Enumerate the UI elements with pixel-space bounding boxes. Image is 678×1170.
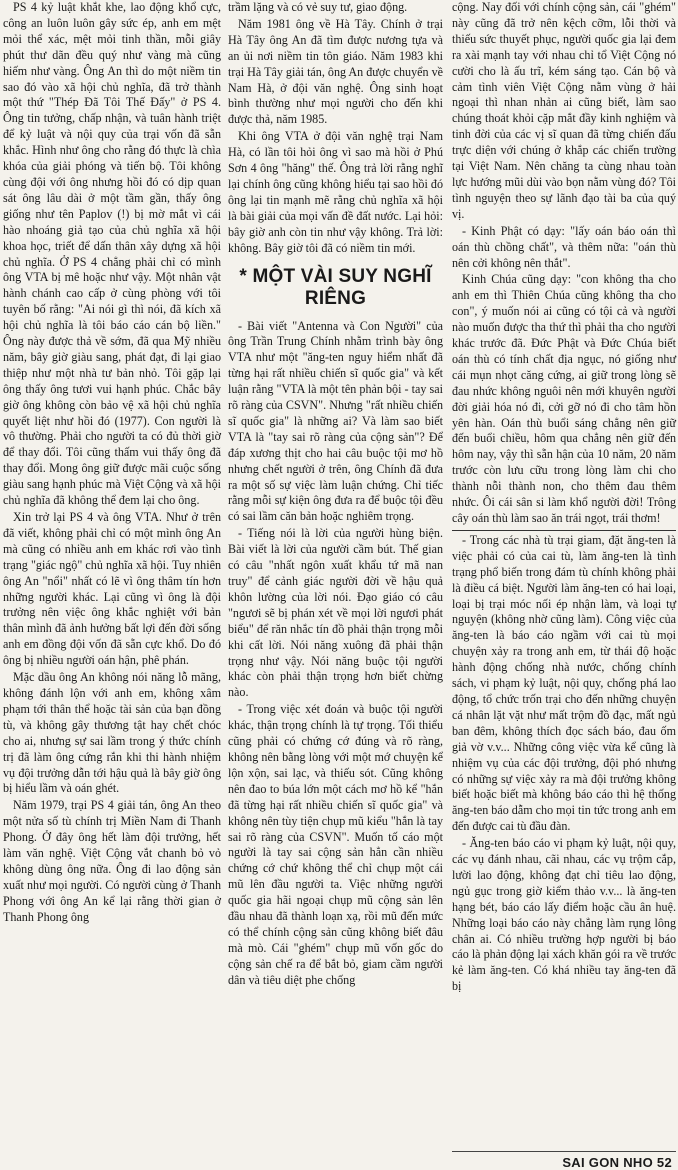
article-column-2 [228, 0, 443, 989]
paragraph: cộng. Nay đối với chính cộng sản, cái "ghém" này cũng đã trở nên kệch cỡm, lỗi thời và thiếu sức thuyết phục, người quốc gia lại đem ra xài mạnh tay với nhau chỉ tổ Việt Cộng nó cười cho là ấu trĩ, kém sáng tạo. Cán bộ và cảm tình viên Việt Cộng nằm vùng ở hải ngoại thì nhan nhản ai cũng biết, làm sao chúng thoát khỏi cặp mắt đầy kinh nghiệm và tinh đời của các vị sĩ quan đã từng chiến đấu trực diện với chúng ở khắp các chiến trường tại Việt Nam. Nên chăng ta cùng nhau toàn lực hướng mũi dùi vào bọn nằm vùng đó? Tôi tình nguyện theo sự lãnh đạo tài ba của quý vị. [452, 0, 676, 221]
paragraph: Mặc dầu ông An không nói năng lỗ mãng, không đánh lộn với anh em, không xâm phạm tới thân thể hoặc tài sản của bạn đồng tù, và không gây thương tật hay chết chóc cho ai, nhưng sự sai lầm trong ý thức chính trị đã làm ông cứng rắn khi thi hành nhiệm vụ đội trưởng dẫn tới hậu quả là bây giờ ông bị hiểu lầm và oán ghét. [3, 670, 221, 796]
article-column-1 [3, 0, 221, 926]
paragraph: - Tiếng nói là lời của người hùng biện. Bài viết là lời của người cầm bút. Thế gian có câu "nhất ngôn xuất khẩu tứ mã nan truy" để cảnh giác người đời về hậu quả khôn lường của lời nói. Đạo giáo có câu "ngươi sẽ bị phán xét về mọi lời ngươi phát biểu" để răn nhắc tín đồ phải thận trọng mỗi khi cất lời. Nói năng xuông đã phải thận trọng như vậy. Nói năng buộc tội người khác còn phải thận trọng hơn biết chừng nào. [228, 526, 443, 700]
paragraph: - Trong các nhà tù trại giam, đặt ăng-ten là việc phải có của cai tù, làm ăng-ten là tình trạng phổ biến trong đám tù chính không phải là điều cá biệt. Người làm ăng-ten có hai loại, loại bị trại móc nối ép nhận làm, và loại tự nguyện (không nhờ cũng làm). Công việc của ăng-ten là báo cáo ngầm với cai tù mọi chuyện xảy ra trong anh em, từ thái độ hoặc hành động chống nhà nước, chống chính sách, vi phạm kỷ luật, nội quy, chống phá lao động, tổ chức trốn trại cho đến những chuyện cá nhân lặt vặt như mất trộm đồ đạc, mất ngủ ban đêm, không thích đọc sách báo, đau ốm giả vờ v.v... Những công việc vừa kể cũng là nhiệm vụ của các đội trưởng, đội phó nhưng có những sự việc xảy ra mà đội trưởng không biết hoặc biết mà không báo cáo thì hệ thống ăng-ten báo dẫm cho mọi tin tức trong anh em đến được cai tù đầu đàn. [452, 532, 676, 834]
paragraph: Khi ông VTA ở đội văn nghệ trại Nam Hà, có lần tôi hỏi ông vì sao mà hồi ở Phú Sơn 4 ông "hăng" thế. Ông trả lời rằng nghĩ lại chính ông cũng không hiểu tại sao hồi đó ông lại tin mạnh mẽ rằng chủ nghĩa xã hội là bài giải của mọi vấn đề đất nước. Lại hỏi: bây giờ anh còn tin như vậy không. Trả lời: không. Bây giờ tôi đã có niềm tin mới. [228, 129, 443, 255]
paragraph: - Kinh Phật có dạy: "lấy oán báo oán thì oán thù chồng chất", và thêm nữa: "oán thù nên cởi không nên thắt". [452, 223, 676, 270]
paragraph: - Ăng-ten báo cáo vi phạm kỷ luật, nội quy, các vụ đánh nhau, cãi nhau, các vụ trộm cắp, lười lao động, không đạt chỉ tiêu lao động, ngủ gục trong giờ kiểm thảo v.v... là ăng-ten hạng bét, báo cáo lấy điểm hoặc cầu ân huệ. Những loại báo cáo này chẳng làm rụng lông chân ai. Có nhiều trường hợp người bị báo cáo là phản động lại xách khăn gói ra về trước kẻ làm ăng-ten. Có khá nhiều tay ăng-ten đã bị [452, 836, 676, 994]
paragraph: PS 4 kỷ luật khắt khe, lao động khổ cực, công an luôn luôn gây sức ép, anh em mệt mỏi thể xác, mệt mỏi tinh thần, mỗi giây phút thư dãn đều quý như vàng mà cũng hiếm như vàng. Ông An thì do một niềm tin sao đó vào xã hội chủ nghĩa, đã trở thành một thứ "Thép Đã Tôi Thế Đấy" ở PS 4. Ông tin tưởng, chấp nhận, và tuân hành triệt để kỷ luật và nội quy của trại vốn đã sẵn khắc. Hình như ông cho rằng đó thực là chìa khóa của giải phóng và tiến bộ. Tôi không cùng đội với ông nhưng hồi đó có dịp quan sát ông lâu dài ở một tầm gần, thấy ông giống như tên Paplov (!) bị mờ mắt vì cái hào nhoáng giả tạo của chủ nghĩa xã hội khoa học, triết để dấn thân xây dựng xã hội chủ nghĩa. Ở PS 4 chẳng phải chỉ có mình ông VTA bị mê hoặc như vậy. Một nhân vật hành chánh cao cấp ở cùng phòng với tôi tuyên bố rằng: "Ai nói gì thì nói, đã kích xã hội chủ nghĩa là tôi báo cáo cán bộ liền." Ông này được thả về sớm, đã qua Mỹ nhiều năm, bây giờ giàu sang, phát đạt, đi lại giao thiệp như một nhà tư bản nhỏ. Tôi gặp lại ông thấy ông tươi vui hạnh phúc. Chắc bây giờ ông không còn bảo vệ xã hội chủ nghĩa quyết liệt như hồi đó (1977). Con người là vô thường. Phải cho người ta có đủ thời giờ để thay đổi. Tôi cũng thấm vui thấy ông đã thay đổi. Mong ông giữ được mãi cuộc sống giàu sang hạnh phúc mà Việt Cộng và xã hội chủ nghĩa đã không thể đem lại cho ông. [3, 0, 221, 508]
paragraph: - Bài viết "Antenna và Con Người" của ông Trần Trung Chính nhằm trình bày ông VTA như một "ăng-ten nguy hiểm nhất đã từng hại rất nhiều chiến sĩ quốc gia" và kết luận rằng "VTA là một tên phản bội - tay sai rõ ràng của CSVN". Nhưng "rất nhiều chiến sĩ quốc gia" là những ai? Và làm sao biết VTA là "tay sai rõ ràng của cộng sản"? Để đáp xương thịt cho hai câu buộc tội mơ hồ nhưng chết người ở trên, ông Chính đã đưa ra một số sự việc làm luận chứng. Chỉ tiếc rằng mỗi sự kiện ông đưa ra để buộc tội đều có sai lầm căn bản hoặc nghiêm trọng. [228, 318, 443, 524]
paragraph: Năm 1979, trại PS 4 giải tán, ông An theo một nửa số tù chính trị Miền Nam đi Thanh Phong. Ở đây ông hết làm đội trưởng, hết làm văn nghệ. Việt Cộng vắt chanh bỏ vỏ không dùng ông nữa. Ông đi lao động sản xuất như mọi người. Có người cùng ở Thanh Phong với ông An kể lại rằng thời gian ở Thanh Phong ông [3, 798, 221, 924]
paragraph: trầm lặng và có vẻ suy tư, giao động. [228, 0, 408, 14]
page-footer: SAI GON NHO 52 [562, 1155, 672, 1170]
paragraph: Xin trở lại PS 4 và ông VTA. Như ở trên đã viết, không phải chỉ có một mình ông An mà cũng có nhiều anh em khác rơi vào tình trạng "giác ngộ" chủ nghĩa xã hội. Tuy nhiên ông An "nổi" nhất có lẽ vì ông thâm tín hơn những người khác. Lại cũng vì ông là đội trưởng nên việc ông khắc nghiệt với bản thân mình đã ảnh hưởng bất lợi đến đời sống anh em đồng đội vốn đã sẵn cực khổ. Do đó ông bị nhiều người oán hận, phê phán. [3, 510, 221, 668]
paragraph: Kinh Chúa cũng dạy: "con không tha cho anh em thì Thiên Chúa cũng không tha cho con", ý muốn nói ai cũng có tội cả và người nào muốn được tha thứ thì phải tha cho người khác trước đã. Đức Phật và Đức Chúa biết oán thù có tính chất địa ngục, nó giống như cái mụn nhọt căng cứng, ai giữ trong lòng sẽ đau nhức không nguôi nên mới khuyên người đời giải hóa nó đi, cởi gỡ nó đi cho tâm hồn yên hàn. Oán thù buổi sáng chẳng nên giữ đến buổi chiều, hôm qua chẳng nên giữ đến hôm nay, vậy thì sẵn hận của 10 năm, 20 năm trước còn lưu cữu trong lòng làm chi cho thành nỗi thành non, cho thêm đau thêm nhức. Ôi cái sân si làm khổ người đời! Trông cây oán thù làm sao ăn trái ngọt, trái thơm! [452, 272, 676, 525]
paragraph: - Trong việc xét đoán và buộc tội người khác, thận trọng chính là tự trọng. Tối thiểu cũng phải có chứng cớ đúng và rõ ràng, không nên bằng lòng với một mớ chuyện kể lộn xộn, sai lạc, và thiếu sót. Cũng không nên đao to búa lớn một cách mơ hồ kể "hắn đã từng hại rất nhiều chiến sĩ quốc gia" và không nên tùy tiện chụp mũ kiểu "hắn là tay sai rõ ràng của CSVN". Muốn tố cáo một người là tay sai cộng sản hẳn cần nhiều chứng cớ chứ không thể chỉ chụp một cái mũ lên đầu người ta. Việc những người quốc gia hãi ngoại chụp mũ cộng sản lên đầu nhau đã thành loạn xạ, rồi mũ đến mức có thể chính cộng sản cũng không biết đâu mà mò. Cái "ghém" chụp mũ vốn gốc do cộng sản chế ra để bắt bỏ, giam cầm người dân và tiêu diệt phe chống [228, 702, 443, 987]
section-heading: * MỘT VÀI SUY NGHĨ RIÊNG [239, 265, 432, 309]
section-divider [452, 530, 676, 531]
paragraph: Năm 1981 ông về Hà Tây. Chính ở trại Hà Tây ông An đã tìm được nương tựa và an ủi nơi niềm tin tôn giáo. Năm 1983 khi trại Hà Tây giải tán, ông An được chuyển về Nam Hà, ở đội văn nghệ. Ông sinh hoạt bình thường như mọi người cho đến khi được thả, năm 1985. [228, 16, 443, 127]
article-column-3 [452, 0, 676, 995]
footer-rule [452, 1151, 676, 1152]
